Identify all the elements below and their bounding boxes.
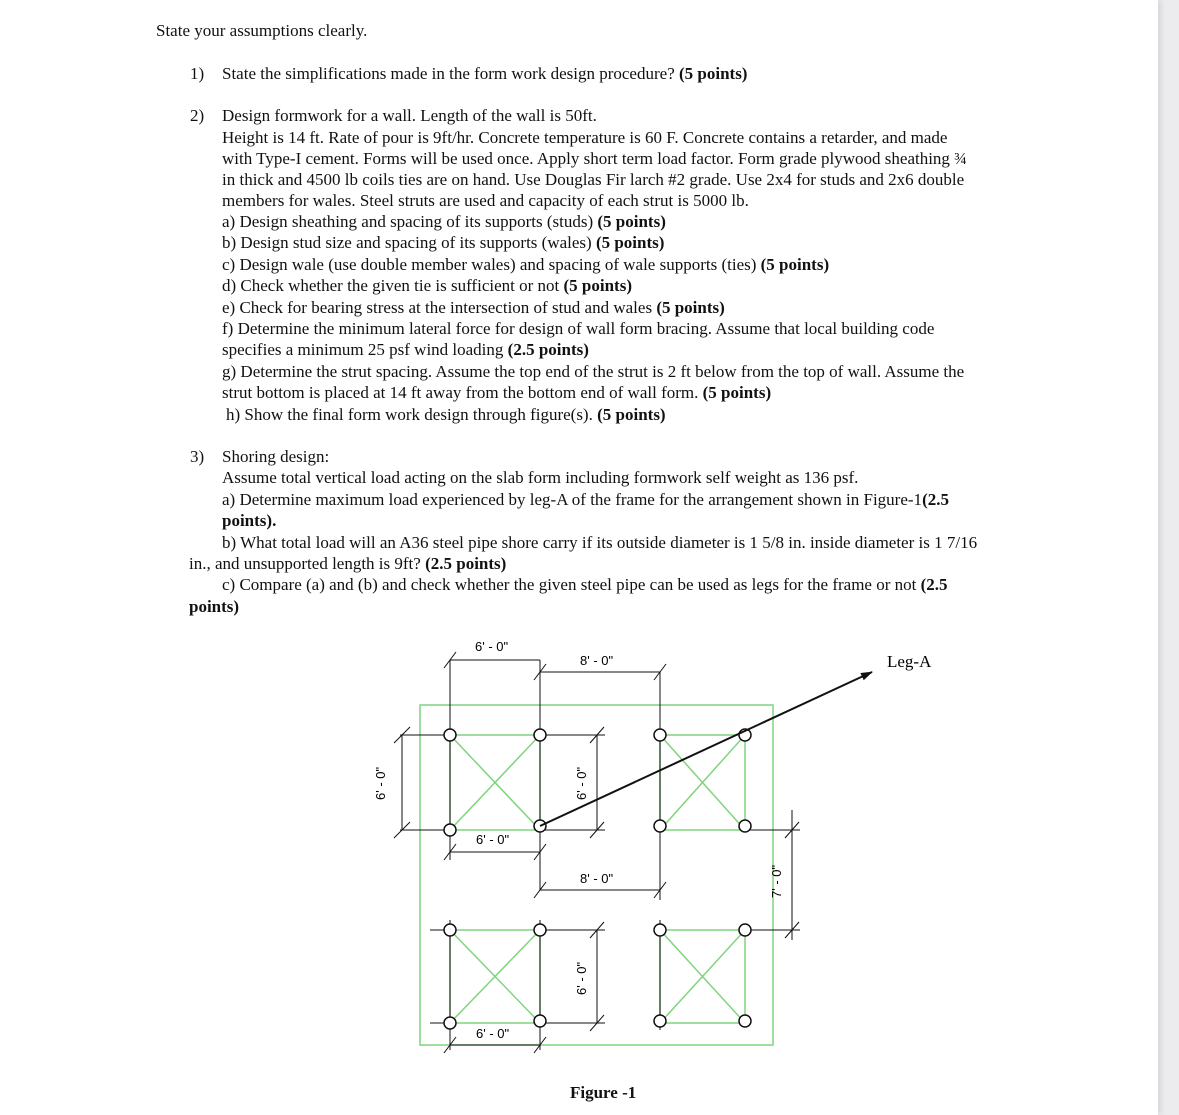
q3-line-1: Assume total vertical load acting on the slab form including formwork self weight as 136 psf. xyxy=(222,468,859,487)
q1-points: (5 points) xyxy=(678,64,748,83)
q2-part-a: a) Design sheathing and spacing of its supports (studs) (5 points) xyxy=(222,212,666,231)
intro-text: State your assumptions clearly. xyxy=(156,21,368,40)
dimension-lines xyxy=(394,652,800,1053)
q2-part-c: c) Design wale (use double member wales) and spacing of wale supports (ties) (5 points) xyxy=(222,255,830,274)
q3-number: 3) xyxy=(190,447,205,466)
q2-line-3: with Type-I cement. Forms will be used once. Apply short term load factor. Form grade plywood sheathing ¾ xyxy=(222,149,967,168)
dim-label-top-6ft: 6' - 0" xyxy=(475,639,509,654)
figure-caption: Figure -1 xyxy=(570,1083,637,1102)
q3-part-c-line2: points) xyxy=(189,597,240,616)
q2-part-e: e) Check for bearing stress at the intersection of stud and wales (5 points) xyxy=(222,298,725,317)
dim-label-lower-center-6ft: 6' - 0" xyxy=(574,961,589,995)
frame-top-right xyxy=(660,735,745,830)
q3-part-c-line1: c) Compare (a) and (b) and check whether the given steel pipe can be used as legs for the frame or not (2.5 xyxy=(222,575,948,594)
q3-part-a-line1: a) Determine maximum load experienced by leg-A of the frame for the arrangement shown in Figure-1(2.5 xyxy=(222,490,949,509)
q2-part-f-line1: f) Determine the minimum lateral force for design of wall form bracing. Assume that local building code xyxy=(222,319,935,338)
q2-part-b: b) Design stud size and spacing of its supports (wales) (5 points) xyxy=(222,233,665,252)
dim-label-mid-6ft: 6' - 0" xyxy=(476,832,510,847)
dim-label-bottom-6ft: 6' - 0" xyxy=(476,1026,510,1041)
leg-a-pointer-line xyxy=(540,672,872,826)
frame-bottom-right xyxy=(660,930,745,1023)
q3-part-b-line2: in., and unsupported length is 9ft? (2.5 points) xyxy=(189,554,507,573)
dim-label-mid-8ft: 8' - 0" xyxy=(580,871,614,886)
q3-title: Shoring design: xyxy=(222,447,330,466)
q2-line-4: in thick and 4500 lb coils ties are on hand. Use Douglas Fir larch #2 grade. Use 2x4 for studs and 2x6 double xyxy=(222,170,965,189)
frame-bottom-left xyxy=(450,930,540,1023)
q1-number: 1) xyxy=(190,64,205,83)
q1-question: State the simplifications made in the form work design procedure? xyxy=(222,64,675,83)
q2-number: 2) xyxy=(190,106,205,125)
dim-label-left-6ft: 6' - 0" xyxy=(373,766,388,800)
q2-part-g-line2: strut bottom is placed at 14 ft away from the bottom end of wall form. (5 points) xyxy=(222,383,772,402)
q2-line-5: members for wales. Steel struts are used and capacity of each strut is 5000 lb. xyxy=(222,191,749,210)
q2-part-h: h) Show the final form work design through figure(s). (5 points) xyxy=(226,405,666,424)
dim-label-top-8ft: 8' - 0" xyxy=(580,653,614,668)
frame-top-left xyxy=(450,735,540,830)
q3-part-a-line2: points). xyxy=(222,511,277,530)
q3-part-b-line1: b) What total load will an A36 steel pipe shore carry if its outside diameter is 1 5/8 in. inside diameter is 1 7/16 xyxy=(222,533,978,552)
q2-line-2: Height is 14 ft. Rate of pour is 9ft/hr. Concrete temperature is 60 F. Concrete contains a retarder, and made xyxy=(222,128,948,147)
q2-line-1: Design formwork for a wall. Length of the wall is 50ft. xyxy=(222,106,597,125)
dim-label-right-7ft: 7' - 0" xyxy=(769,864,784,898)
q2-part-d: d) Check whether the given tie is sufficient or not (5 points) xyxy=(222,276,632,295)
q2-part-f-line2: specifies a minimum 25 psf wind loading (2.5 points) xyxy=(222,340,589,359)
dim-label-center-6ft: 6' - 0" xyxy=(574,766,589,800)
leg-a-label: Leg-A xyxy=(887,652,932,671)
q2-part-g-line1: g) Determine the strut spacing. Assume the top end of the strut is 2 ft below from the top of wall. Assume the xyxy=(222,362,965,381)
